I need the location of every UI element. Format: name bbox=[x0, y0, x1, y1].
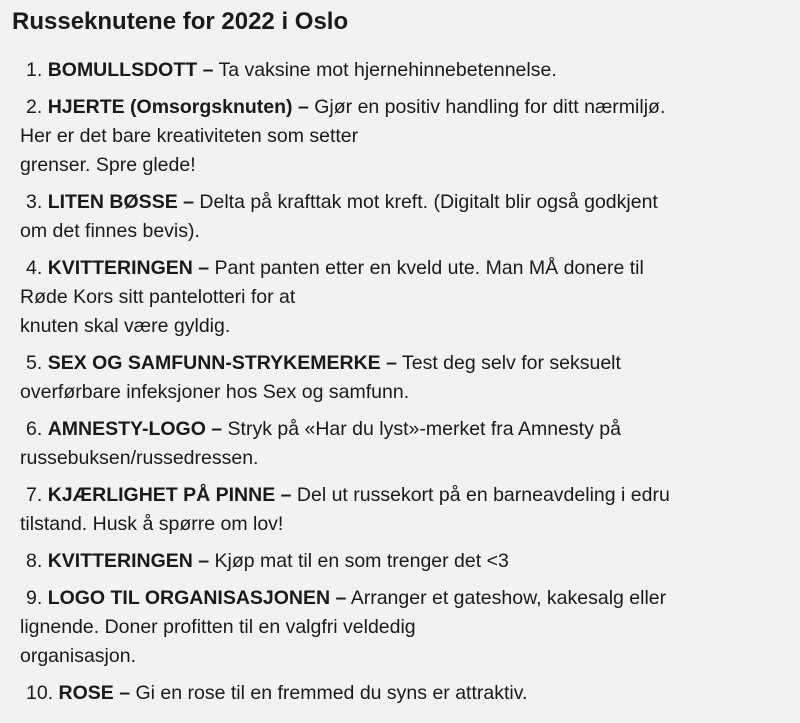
item-title: LITEN BØSSE – bbox=[47, 191, 194, 213]
item-continuation-line bbox=[20, 510, 782, 539]
item-number: 1. bbox=[26, 59, 43, 81]
item-first-line bbox=[20, 93, 782, 122]
item-text: grenser. Spre glede! bbox=[20, 154, 196, 176]
item-text: Kjøp mat til en som trenger det <3 bbox=[214, 550, 509, 572]
item-text: russebuksen/russedressen. bbox=[20, 447, 259, 469]
item-text: knuten skal være gyldig. bbox=[20, 315, 231, 337]
list-item bbox=[20, 56, 782, 85]
item-continuation-line bbox=[20, 283, 782, 312]
item-first-line bbox=[20, 481, 782, 510]
item-text: overførbare infeksjoner hos Sex og samfunn. bbox=[20, 381, 410, 403]
item-title: BOMULLSDOTT – bbox=[47, 59, 214, 81]
item-number: 4. bbox=[26, 257, 43, 279]
item-text: Her er det bare kreativiteten som setter bbox=[20, 125, 359, 147]
item-first-line bbox=[20, 188, 782, 217]
item-first-line bbox=[20, 254, 782, 283]
item-title: ROSE – bbox=[58, 682, 131, 704]
item-title: SEX OG SAMFUNN-STRYKEMERKE – bbox=[47, 352, 397, 374]
list-item bbox=[20, 254, 782, 341]
item-continuation-line bbox=[20, 217, 782, 246]
item-continuation-line bbox=[20, 613, 782, 642]
list-item bbox=[20, 93, 782, 180]
item-text: Del ut russekort på en barneavdeling i edru bbox=[296, 484, 670, 506]
item-first-line bbox=[20, 547, 782, 576]
item-text: Delta på krafttak mot kreft. (Digitalt blir også godkjent bbox=[199, 191, 658, 213]
list-item bbox=[20, 547, 782, 576]
item-first-line bbox=[20, 679, 782, 708]
item-number: 6. bbox=[26, 418, 43, 440]
item-number: 10. bbox=[26, 682, 54, 704]
item-text: Stryk på «Har du lyst»-merket fra Amnesty på bbox=[227, 418, 621, 440]
item-title: KVITTERINGEN – bbox=[47, 550, 210, 572]
item-first-line bbox=[20, 415, 782, 444]
item-text: Gi en rose til en fremmed du syns er attraktiv. bbox=[135, 682, 528, 704]
item-title: LOGO TIL ORGANISASJONEN – bbox=[47, 587, 347, 609]
item-text: organisasjon. bbox=[20, 645, 136, 667]
list-item bbox=[20, 349, 782, 407]
item-continuation-line bbox=[20, 151, 782, 180]
item-first-line bbox=[20, 349, 782, 378]
item-text: Røde Kors sitt pantelotteri for at bbox=[20, 286, 296, 308]
item-text: tilstand. Husk å spørre om lov! bbox=[20, 513, 284, 535]
item-number: 3. bbox=[26, 191, 43, 213]
item-text: Ta vaksine mot hjernehinnebetennelse. bbox=[218, 59, 557, 81]
list-item bbox=[20, 679, 782, 708]
item-title: KJÆRLIGHET PÅ PINNE – bbox=[47, 484, 292, 506]
item-number: 8. bbox=[26, 550, 43, 572]
item-continuation-line bbox=[20, 444, 782, 473]
item-continuation-line bbox=[20, 312, 782, 341]
item-text: Arranger et gateshow, kakesalg eller bbox=[350, 587, 667, 609]
item-continuation-line bbox=[20, 122, 782, 151]
list-item bbox=[20, 584, 782, 671]
item-first-line bbox=[20, 56, 782, 85]
item-continuation-line bbox=[20, 378, 782, 407]
item-text: Gjør en positiv handling for ditt nærmiljø. bbox=[314, 96, 666, 118]
item-text: lignende. Doner profitten til en valgfri veldedig bbox=[20, 616, 416, 638]
item-number: 9. bbox=[26, 587, 43, 609]
item-title: HJERTE (Omsorgsknuten) – bbox=[47, 96, 309, 118]
item-number: 2. bbox=[26, 96, 43, 118]
item-title: KVITTERINGEN – bbox=[47, 257, 210, 279]
page-title: Russeknutene for 2022 i Oslo bbox=[12, 8, 349, 35]
item-text: Pant panten etter en kveld ute. Man MÅ donere til bbox=[214, 257, 644, 279]
item-title: AMNESTY-LOGO – bbox=[47, 418, 223, 440]
list-item bbox=[20, 188, 782, 246]
item-first-line bbox=[20, 584, 782, 613]
item-number: 5. bbox=[26, 352, 43, 374]
list-item bbox=[20, 481, 782, 539]
knot-list bbox=[20, 56, 782, 708]
item-continuation-line bbox=[20, 642, 782, 671]
item-text: Test deg selv for seksuelt bbox=[402, 352, 621, 374]
item-text: om det finnes bevis). bbox=[20, 220, 200, 242]
list-item bbox=[20, 415, 782, 473]
item-number: 7. bbox=[26, 484, 43, 506]
